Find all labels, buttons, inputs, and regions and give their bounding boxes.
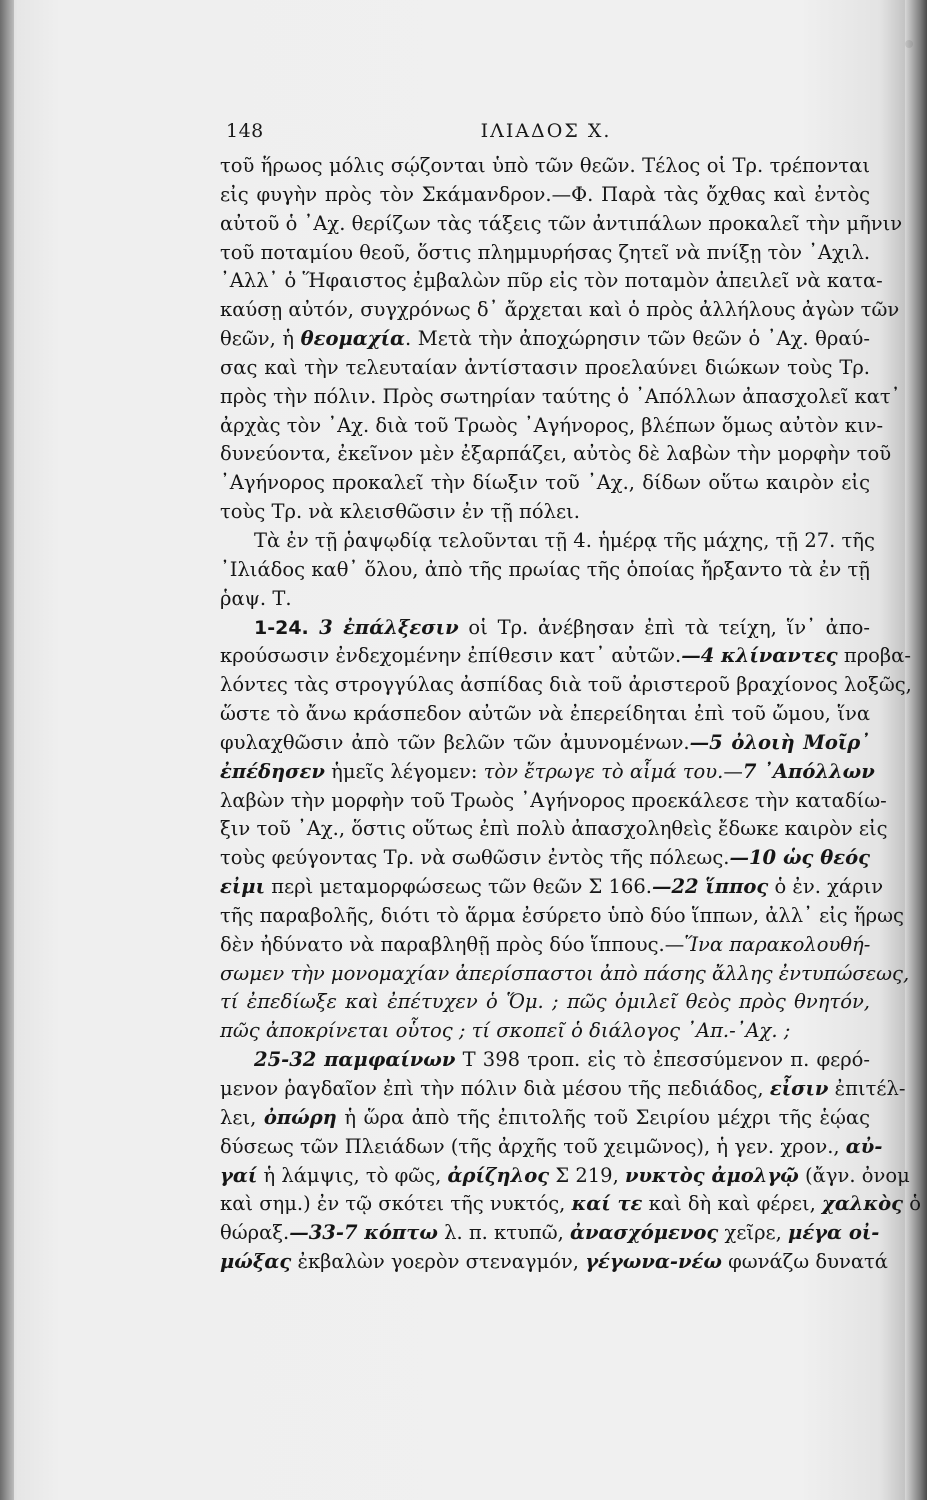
text-run: δυνεύοντα, ἐκεῖνον μὲν ἐξαρπάζει, αὐτὸς δὲ λαβὼν τὴν μορφὴν τοῦ <box>220 442 892 466</box>
text-line <box>220 902 904 931</box>
text-run: πρὸς τὴν πόλιν. Πρὸς σωτηρίαν ταύτης ὁ ᾿Απόλλων ἀπασχολεῖ κατ᾿ <box>220 384 901 408</box>
text-line <box>220 700 870 729</box>
page-header <box>226 120 866 148</box>
emphasis-term: χαλκὸς <box>822 1192 904 1216</box>
text-run: λει, <box>220 1105 264 1129</box>
text-line <box>220 988 870 1017</box>
emphasis-term: —10 ὡς θεός <box>729 846 870 870</box>
emphasis-term: ἐπέδησεν <box>220 759 325 783</box>
text-line <box>220 1075 906 1104</box>
text-line <box>220 1017 870 1046</box>
emphasis-term: 25-32 παμφαίνων <box>254 1048 456 1072</box>
text-line <box>220 1190 921 1219</box>
emphasis-term: 3 ἐπάλξεσιν <box>308 615 459 639</box>
text-line <box>220 758 875 787</box>
text-line <box>220 296 900 325</box>
text-line <box>220 325 870 354</box>
text-line <box>220 729 870 758</box>
emphasis-term: σωμεν τὴν μονομαχίαν ἀπερίσπαστοι ἀπὸ πάσης ἄλλης ἐντυπώσεως, <box>220 961 910 985</box>
emphasis-term: εἶσιν <box>769 1077 829 1100</box>
emphasis-term: μώξας <box>220 1250 292 1274</box>
emphasis-term: —33-7 κόπτω <box>289 1221 438 1245</box>
emphasis-term: θεομαχία <box>300 327 406 351</box>
text-run: χεῖρε, <box>718 1221 789 1245</box>
emphasis-term: —22 ἵππος <box>651 875 769 899</box>
page-number: 148 <box>226 120 264 142</box>
text-run: δὲν ἠδύνατο νὰ παραβληθῇ πρὸς δύο ἵππους.— <box>220 932 685 956</box>
text-run: θεῶν, ἡ <box>220 327 301 351</box>
text-run: κρούσωσιν ἐνδεχομένην ἐπίθεσιν κατ᾿ αὐτῶν. <box>220 644 682 668</box>
text-line <box>220 1162 910 1191</box>
text-run: καύσῃ αὐτόν, συγχρόνως δ᾿ ἄρχεται καὶ ὁ πρὸς ἀλλήλους ἀγὼν τῶν <box>220 298 900 322</box>
emphasis-term: μέγα οἰ- <box>788 1221 880 1245</box>
text-line <box>220 614 870 643</box>
page-right-edge <box>905 0 927 1500</box>
emphasis-term: τί ἐπεδίωξε καὶ ἐπέτυχεν ὁ Ὅμ. ; <box>220 990 559 1014</box>
text-line <box>220 239 870 268</box>
emphasis-term: αὐ- <box>845 1134 883 1158</box>
text-run: Σ 219, <box>549 1163 625 1187</box>
text-run: ᾿Αγήνορος προκαλεῖ τὴν δίωξιν τοῦ ᾿Αχ., δίδων οὕτω καιρὸν εἰς <box>220 471 870 495</box>
text-run: τοὺς Τρ. νὰ κλεισθῶσιν ἐν τῇ πόλει. <box>220 500 580 524</box>
text-run: ᾿Αλλ᾿ ὁ Ἥφαιστος ἐμβαλὼν πῦρ εἰς τὸν ποταμὸν ἀπειλεῖ νὰ κατα- <box>220 269 883 293</box>
text-run: ἡ ὥρα ἀπὸ τῆς ἐπιτολῆς τοῦ Σειρίου μέχρι τῆς ἑῴας <box>336 1105 870 1129</box>
emphasis-term: πῶς ἀποκρίνεται οὗτος ; τί σκοπεῖ ὁ διάλογος ᾿Απ.-᾿Αχ. ; <box>220 1019 791 1043</box>
body-text <box>220 152 921 1277</box>
text-run: δύσεως τῶν Πλειάδων (τῆς ἀρχῆς τοῦ χειμῶνος), ἡ γεν. χρον., <box>220 1134 846 1158</box>
text-run: ὥστε τὸ ἄνω κράσπεδον αὐτῶν νὰ ἐπερείδηται ἐπὶ τοῦ ὤμου, ἵνα <box>220 702 870 726</box>
text-line <box>220 787 887 816</box>
text-run: ἀρχὰς τὸν ᾿Αχ. διὰ τοῦ Τρωὸς ᾿Αγήνορος, βλέπων ὅμως αὐτὸν κιν- <box>220 413 884 437</box>
text-run: προβα- <box>837 644 911 668</box>
emphasis-term: καί τε <box>571 1192 643 1216</box>
text-run: ῥαψ. Τ. <box>220 586 292 610</box>
text-line <box>220 498 870 527</box>
emphasis-term: γέγωνα-νέω <box>585 1250 722 1274</box>
text-line <box>220 1133 883 1162</box>
emphasis-term: ὀπώρη <box>263 1105 337 1129</box>
text-run: φωνάζω δυνατά <box>721 1250 888 1274</box>
text-line <box>220 267 883 296</box>
running-head: ΙΛΙΑΔΟΣ Χ. <box>480 120 612 142</box>
text-run: ξιν τοῦ ᾿Αχ., ὅστις οὕτως ἐπὶ πολὺ ἀπασχοληθεὶς ἔδωκε καιρὸν εἰς <box>220 817 888 841</box>
text-line <box>220 960 910 989</box>
text-run: μενον ῥαγδαῖον ἐπὶ τὴν πόλιν διὰ μέσου τῆς πεδιάδος, <box>220 1077 770 1100</box>
text-line <box>220 556 870 585</box>
text-run: φυλαχθῶσιν ἀπὸ τῶν βελῶν τῶν ἀμυνομένων. <box>220 730 690 754</box>
text-line <box>220 931 870 960</box>
emphasis-term: νυκτὸς ἀμολγῷ <box>624 1163 799 1187</box>
text-line <box>220 873 884 902</box>
paper-smudge <box>905 40 913 48</box>
text-run: ᾿Ιλιάδος καθ᾿ ὅλου, ἀπὸ τῆς πρωίας τῆς ὁποίας ἤρξαντο τὰ ἐν τῇ <box>220 557 870 581</box>
text-run: ἡμεῖς λέγομεν: <box>324 759 484 783</box>
text-line <box>220 383 901 412</box>
text-run: ἐκβαλὼν γοερὸν στεναγμόν, <box>291 1250 586 1274</box>
text-run: ὁ <box>903 1192 921 1216</box>
text-run: — <box>723 759 743 783</box>
text-run: Τ 398 τροπ. εἰς τὸ ἐπεσσύμενον π. φερό- <box>455 1048 871 1072</box>
text-run: Τὰ ἐν τῇ ῥαψῳδίᾳ τελοῦνται τῇ 4. ἡμέρᾳ τῆς μάχης, τῇ 27. τῆς <box>254 528 875 552</box>
text-line <box>220 815 888 844</box>
text-run: αὐτοῦ ὁ ᾿Αχ. θερίζων τὰς τάξεις τῶν ἀντιπάλων προκαλεῖ τὴν μῆνιν <box>220 211 903 235</box>
text-line <box>220 527 875 556</box>
text-line <box>220 152 870 181</box>
text-line <box>220 440 892 469</box>
text-run: καὶ σημ.) ἐν τῷ σκότει τῆς νυκτός, <box>220 1192 572 1216</box>
emphasis-term: —4 κλίναντες <box>681 644 838 668</box>
text-line <box>220 585 870 614</box>
text-run: οἱ Τρ. ἀνέβησαν ἐπὶ τὰ τείχη, ἵν᾿ ἀπο- <box>458 615 870 639</box>
text-run: . Μετὰ τὴν ἀποχώρησιν τῶν θεῶν ὁ ᾿Αχ. θραύ- <box>405 327 870 351</box>
text-run: (ἄγν. ὀνομ <box>798 1163 910 1187</box>
emphasis-term: τὸν ἔτρωγε τὸ αἷμά του. <box>483 759 724 783</box>
text-run: ἡ λάμψις, τὸ φῶς, <box>257 1163 448 1187</box>
text-run <box>559 990 567 1013</box>
text-run: τῆς παραβολῆς, διότι τὸ ἅρμα ἐσύρετο ὑπὸ δύο ἵππων, ἀλλ᾿ εἰς ἥρως <box>220 903 904 927</box>
text-run: λόντες τὰς στρογγύλας ἀσπίδας διὰ τοῦ ἀριστεροῦ βραχίονος λοξῶς, <box>220 673 912 697</box>
text-run: θώραξ. <box>220 1221 290 1245</box>
text-run: σας καὶ τὴν τελευταίαν ἀντίστασιν προελαύνει διώκων τοὺς Τρ. <box>220 355 870 379</box>
emphasis-term: 7 ᾿Απόλλων <box>742 759 875 783</box>
text-run: τοῦ ἥρωος μόλις σῴζονται ὑπὸ τῶν θεῶν. Τέλος οἱ Τρ. τρέπονται <box>220 154 870 177</box>
emphasis-term: 1-24. <box>254 616 309 639</box>
emphasis-term: ἀνασχόμενος <box>570 1221 719 1245</box>
text-line <box>220 671 912 700</box>
page-left-edge <box>0 0 14 1500</box>
emphasis-term: ἀρίζηλος <box>447 1163 550 1187</box>
emphasis-term: εἰμι <box>220 875 265 899</box>
text-run: καὶ δὴ καὶ φέρει, <box>642 1192 823 1216</box>
text-line <box>220 844 870 873</box>
text-line <box>220 642 911 671</box>
text-run: περὶ μεταμορφώσεως τῶν θεῶν Σ 166. <box>265 875 652 899</box>
text-line <box>220 1046 870 1075</box>
text-line <box>220 181 870 210</box>
text-run: τοῦ ποταμίου θεοῦ, ὅστις πλημμυρήσας ζητεῖ νὰ πνίξῃ τὸν ᾿Αχιλ. <box>220 240 871 264</box>
text-line <box>220 354 870 383</box>
text-run: ὁ ἐν. χάριν <box>768 875 884 899</box>
text-line <box>220 412 884 441</box>
text-line <box>220 210 903 239</box>
text-run: λ. π. κτυπῶ, <box>437 1221 571 1245</box>
emphasis-term: —5 ὀλοιὴ Μοῖρ᾿ <box>689 730 870 754</box>
text-line <box>220 1248 888 1277</box>
text-run: λαβὼν τὴν μορφὴν τοῦ Τρωὸς ᾿Αγήνορος προεκάλεσε τὴν καταδίω- <box>220 788 887 812</box>
text-line <box>220 469 870 498</box>
text-run: ἐπιτέλ- <box>828 1077 906 1100</box>
emphasis-term: πῶς ὁμιλεῖ θεὸς πρὸς θνητόν, <box>566 990 870 1014</box>
emphasis-term: Ἵνα παρακολουθή- <box>684 932 871 956</box>
text-line <box>220 1219 880 1248</box>
emphasis-term: γαί <box>220 1163 258 1187</box>
text-line <box>220 1104 870 1133</box>
text-run: εἰς φυγὴν πρὸς τὸν Σκάμανδρον.—Φ. Παρὰ τὰς ὄχθας καὶ ἐντὸς <box>220 182 870 206</box>
text-run: τοὺς φεύγοντας Τρ. νὰ σωθῶσιν ἐντὸς τῆς πόλεως. <box>220 846 730 870</box>
